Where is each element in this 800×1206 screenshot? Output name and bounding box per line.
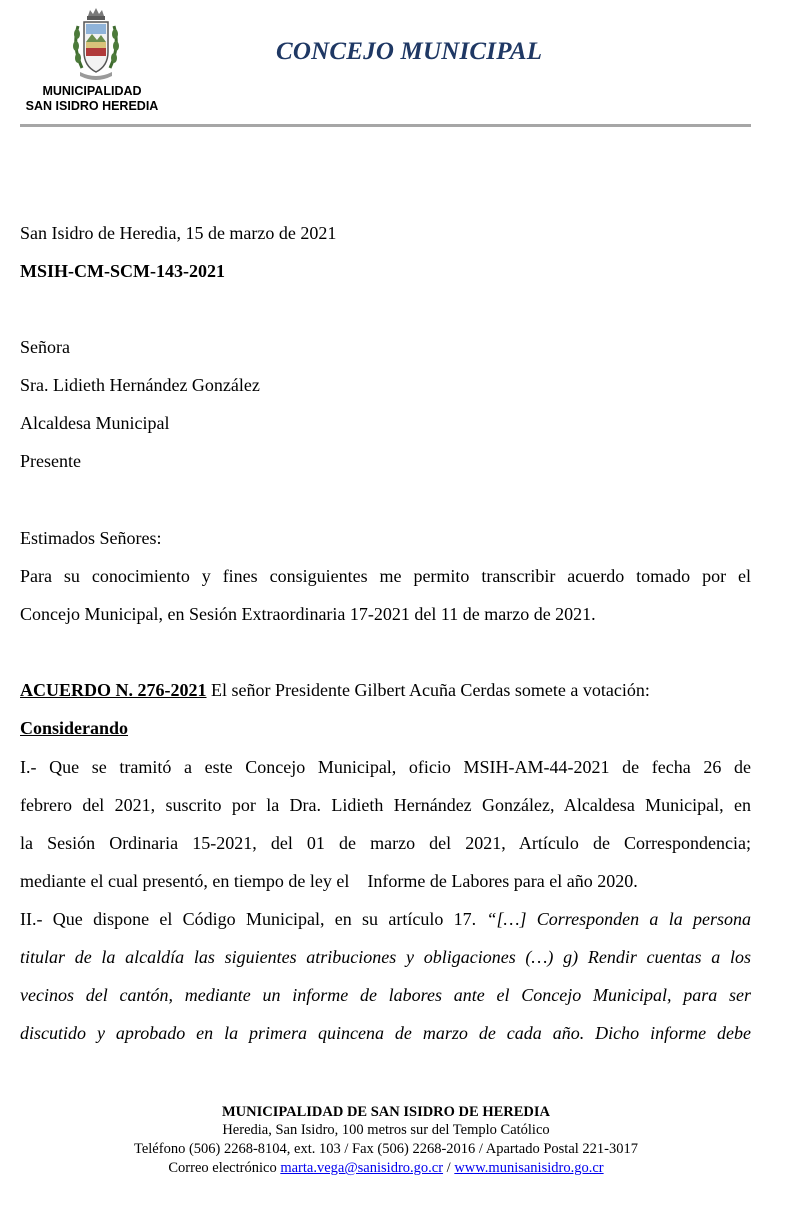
footer-phones: Teléfono (506) 2268-8104, ext. 103 / Fax (506) 2268-2016 / Apartado Postal 221-3017 [134, 1141, 638, 1157]
paragraph-1-line-2: febrero del 2021, suscrito por la Dra. Lidieth Hernández González, Alcaldesa Municipal, en [20, 795, 751, 815]
considerando-heading: Considerando [20, 718, 129, 738]
footer-website-link[interactable]: www.munisanisidro.go.cr [454, 1160, 604, 1176]
intro-line-2: Concejo Municipal, en Sesión Extraordinaria 17-2021 del 11 de marzo de 2021. [20, 604, 596, 624]
paragraph-1-line-1: I.- Que se tramitó a este Concejo Municipal, oficio MSIH-AM-44-2021 de fecha 26 de [20, 757, 751, 777]
footer-organization: MUNICIPALIDAD DE SAN ISIDRO DE HEREDIA [221, 1104, 551, 1120]
paragraph-2-quote-start: “[…] Corresponden a la persona [486, 909, 751, 929]
paragraph-2-line-2: titular de la alcaldía las siguientes atribuciones y obligaciones (…) g) Rendir cuentas a los [20, 947, 751, 967]
recipient-name: Sra. Lidieth Hernández González [20, 375, 260, 395]
footer-separator: / [443, 1160, 455, 1176]
footer-contact [0, 1159, 772, 1177]
intro-line-1: Para su conocimiento y fines consiguientes me permito transcribir acuerdo tomado por el [20, 566, 751, 586]
header-divider [20, 124, 751, 127]
presente: Presente [20, 451, 81, 471]
agreement-label: ACUERDO N. 276-2021 [20, 680, 207, 700]
reference-number: MSIH-CM-SCM-143-2021 [20, 261, 225, 281]
paragraph-2-line-3: vecinos del cantón, mediante un informe de labores ante el Concejo Municipal, para ser [20, 985, 751, 1005]
paragraph-2-line-4: discutido y aprobado en la primera quincena de marzo de cada año. Dicho informe debe [20, 1023, 751, 1043]
paragraph-2-intro: II.- Que dispone el Código Municipal, en su artículo 17. [20, 909, 487, 929]
paragraph-2-line-1 [20, 908, 751, 930]
municipality-name [20, 84, 164, 114]
paragraph-1-line-4: mediante el cual presentó, en tiempo de ley el Informe de Labores para el año 2020. [20, 871, 638, 891]
recipient-title: Alcaldesa Municipal [20, 413, 170, 433]
paragraph-1-line-3: la Sesión Ordinaria 15-2021, del 01 de marzo del 2021, Artículo de Correspondencia; [20, 833, 751, 853]
salutation: Señora [20, 337, 70, 357]
footer-email-link[interactable]: marta.vega@sanisidro.go.cr [280, 1160, 444, 1176]
footer-email-label: Correo electrónico [168, 1160, 281, 1176]
council-title: CONCEJO MUNICIPAL [276, 38, 543, 65]
agreement-text: El señor Presidente Gilbert Acuña Cerdas somete a votación: [206, 680, 650, 700]
footer-address: Heredia, San Isidro, 100 metros sur del Templo Católico [222, 1122, 550, 1138]
place-date: San Isidro de Heredia, 15 de marzo de 2021 [20, 223, 337, 243]
agreement-heading [20, 679, 650, 701]
municipality-name-line2: SAN ISIDRO HEREDIA [25, 99, 159, 113]
greeting: Estimados Señores: [20, 528, 162, 548]
municipal-seal-logo [70, 6, 122, 84]
municipality-name-line1: MUNICIPALIDAD [42, 84, 142, 98]
